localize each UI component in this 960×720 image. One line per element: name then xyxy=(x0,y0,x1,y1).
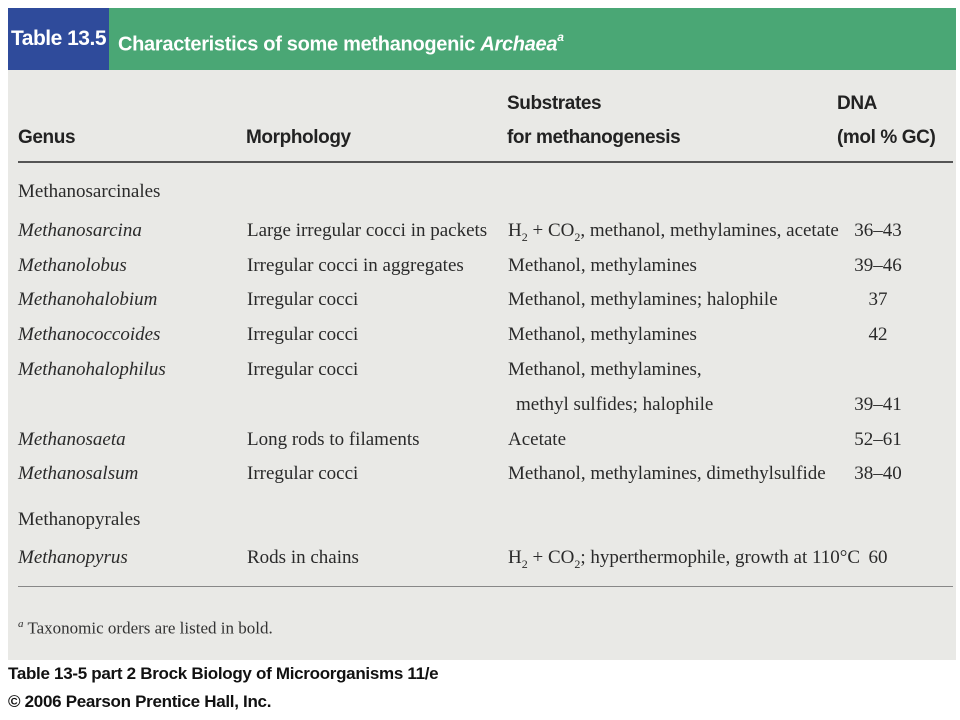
col-header-dna-1: DNA xyxy=(837,93,877,114)
footer-divider xyxy=(18,586,953,587)
col-header-dna-2: (mol % GC) xyxy=(837,127,936,148)
table-header-bar xyxy=(8,8,956,70)
genus-cell: Methanopyrus xyxy=(18,547,128,568)
table-title-main: Characteristics of some methanogenic xyxy=(118,33,481,56)
genus-cell: Methanolobus xyxy=(18,255,127,276)
col-header-substrates-2: for methanogenesis xyxy=(507,127,681,148)
substrate-cell: Methanol, methylamines; halophile xyxy=(508,289,778,310)
morphology-cell: Irregular cocci xyxy=(247,324,359,345)
dna-cell: 60 xyxy=(868,547,888,568)
dna-cell: 39–46 xyxy=(854,255,902,276)
substrate-cell: Methanol, methylamines, xyxy=(508,359,702,380)
table-number: Table 13.5 xyxy=(8,8,109,70)
substrate-cell: Methanol, methylamines xyxy=(508,324,697,345)
col-header-genus: Genus xyxy=(18,127,76,148)
source-credit: Table 13-5 part 2 Brock Biology of Microorganisms 11/e xyxy=(8,664,439,683)
genus-cell: Methanococcoides xyxy=(18,324,161,345)
footnote-text: Taxonomic orders are listed in bold. xyxy=(23,618,273,638)
morphology-cell: Irregular cocci xyxy=(247,359,359,380)
substrate-cell-continued: methyl sulfides; halophile xyxy=(516,394,714,415)
morphology-cell: Irregular cocci in aggregates xyxy=(247,255,464,276)
genus-cell: Methanohalobium xyxy=(18,289,158,310)
copyright-credit: © 2006 Pearson Prentice Hall, Inc. xyxy=(8,692,272,711)
order-label: Methanosarcinales xyxy=(18,181,161,202)
substrate-cell: Acetate xyxy=(508,429,567,450)
substrate-cell: Methanol, methylamines, dimethylsulfide xyxy=(508,463,826,484)
table-title xyxy=(118,8,564,70)
dna-cell: 36–43 xyxy=(854,220,902,241)
morphology-cell: Irregular cocci xyxy=(247,289,359,310)
footnote-mark: a xyxy=(18,618,24,630)
dna-cell: 39–41 xyxy=(854,394,902,415)
genus-cell: Methanosalsum xyxy=(18,463,139,484)
header-divider xyxy=(18,161,953,163)
footnote xyxy=(18,618,273,639)
morphology-cell: Rods in chains xyxy=(247,547,359,568)
order-label: Methanopyrales xyxy=(18,509,141,530)
substrate-cell: $H_2 + CO_2$; hyperthermophile, growth at 110°C xyxy=(508,547,861,571)
dna-cell: 37 xyxy=(868,289,888,310)
substrate-cell: $H_2 + CO_2$, methanol, methylamines, acetate xyxy=(508,220,839,244)
table-panel xyxy=(8,8,956,660)
col-header-substrates-1: Substrates xyxy=(507,93,602,114)
genus-cell: Methanosaeta xyxy=(18,429,126,450)
dna-cell: 42 xyxy=(868,324,888,345)
substrate-cell: Methanol, methylamines xyxy=(508,255,697,276)
morphology-cell: Long rods to filaments xyxy=(247,429,420,450)
col-header-morphology: Morphology xyxy=(246,127,351,148)
genus-cell: Methanohalophilus xyxy=(18,359,166,380)
morphology-cell: Large irregular cocci in packets xyxy=(247,220,488,241)
table-title-italic: Archaea xyxy=(480,33,558,56)
genus-cell: Methanosarcina xyxy=(18,220,142,241)
morphology-cell: Irregular cocci xyxy=(247,463,359,484)
table-title-footnote-mark: a xyxy=(557,30,564,44)
dna-cell: 38–40 xyxy=(854,463,902,484)
dna-cell: 52–61 xyxy=(854,429,902,450)
